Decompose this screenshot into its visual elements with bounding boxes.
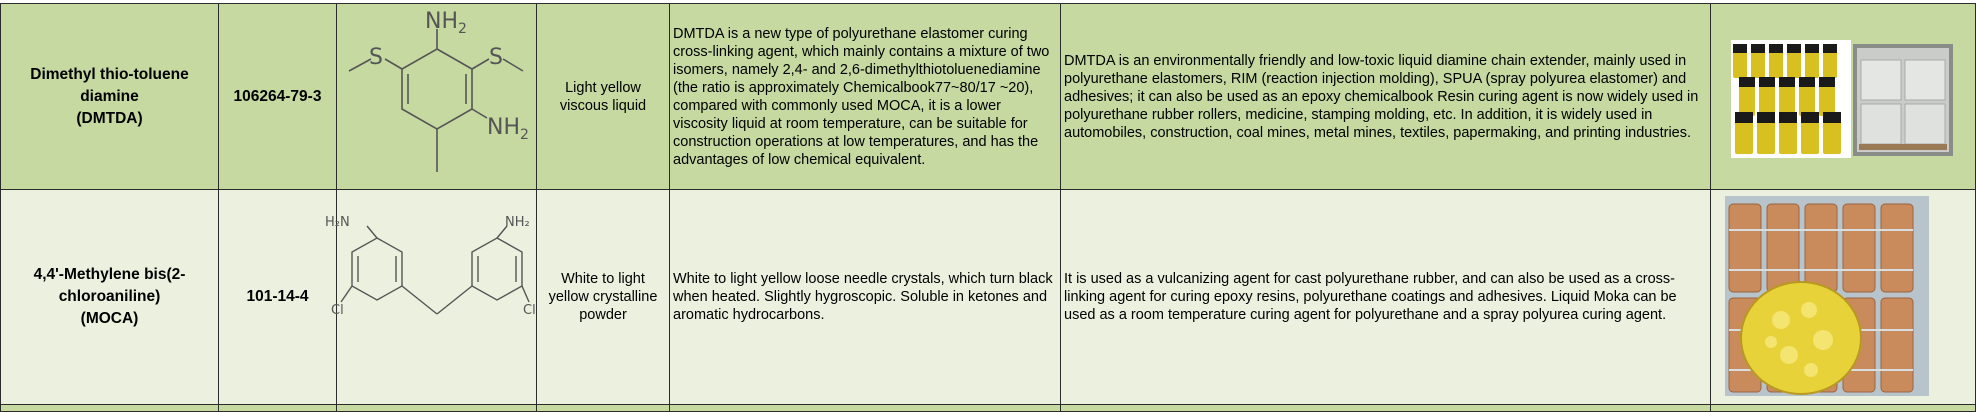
product-name: 4,4'-Methylene bis(2- (33, 266, 186, 283)
container-pallet-image (1853, 44, 1953, 156)
appearance-text: Light yellow (565, 79, 641, 96)
dmtda-product-photo (1711, 4, 1976, 189)
uses-cell: It is used as a vulcanizing agent for cast polyurethane rubber, and can also be used as a cross-linking agent for curing epoxy resins, polyurethane coatings and adhesives. Liquid Moka can be used as a room temperature curing agent for polyurethane and a spray polyurea curing agent. (1061, 190, 1711, 405)
uses-cell: DMTDA is an environmentally friendly and low-toxic liquid diamine chain extender, mainly used in polyurethane elastomers, RIM (reaction injection molding), SPUA (spray polyurea elastomer) and adhesives; it can also be used as an epoxy chemicalbook Resin curing agent is now widely used in polyurethane rubber rollers, medicine, stamping molding, etc. In addition, it is widely used in automobiles, construction, coal mines, metal mines, textiles, papermaking, and printing industries. (1061, 4, 1711, 190)
chloro-label: Cl (331, 303, 344, 318)
moca-structure-diagram (325, 190, 537, 404)
table-row (1, 4, 1976, 190)
product-abbreviation: (DMTDA) (76, 109, 143, 127)
product-photo-cell (1711, 4, 1976, 190)
amino-label: $NH_2$ (487, 115, 529, 143)
amino-label: $NH_2$ (425, 9, 467, 37)
dmtda-structure-diagram (337, 4, 537, 189)
structure-cell (337, 4, 537, 190)
product-name-cell (1, 4, 219, 190)
cas-number: 101-14-4 (219, 190, 337, 405)
appearance-text: yellow crystalline (548, 289, 658, 305)
product-photo-cell (1711, 190, 1976, 405)
appearance-text: powder (579, 307, 627, 323)
moca-product-photo (1711, 190, 1976, 404)
appearance-text: White to light (561, 271, 645, 287)
product-abbreviation: (MOCA) (80, 310, 139, 327)
chloro-label: Cl (523, 303, 536, 318)
appearance-cell (537, 190, 670, 405)
product-table (0, 3, 1976, 412)
cas-number: 106264-79-3 (219, 4, 337, 190)
amino-label: NH₂ (505, 215, 530, 230)
table-row (1, 190, 1976, 405)
properties-cell: White to light yellow loose needle crystals, which turn black when heated. Slightly hygroscopic. Soluble in ketones and aromatic hydrocarbons. (670, 190, 1061, 405)
product-name: Dimethyl thio-toluene (30, 65, 189, 83)
sulfur-label: S (369, 45, 383, 70)
amino-label: H₂N (325, 215, 350, 230)
appearance-text: viscous liquid (559, 97, 647, 114)
product-name-cell (1, 190, 219, 405)
properties-cell: DMTDA is a new type of polyurethane elastomer curing cross-linking agent, which mainly contains a mixture of two isomers, namely 2,4- and 2,6-dimethylthiotoluenediamine (the ratio is approximately Chemicalbook77~80/17 ~20), compared with commonly used MOCA, it is a lower viscosity liquid at room temperature, can be suitable for construction operations at low temperatures, and has the advantages of low chemical equivalent. (670, 4, 1061, 190)
product-name: chloroaniline) (58, 288, 161, 305)
product-name: diamine (80, 87, 139, 105)
appearance-cell (537, 4, 670, 190)
table-row (1, 405, 1976, 412)
sulfur-label: S (489, 45, 503, 70)
yellow-powder-image (1741, 282, 1861, 394)
structure-cell (325, 190, 537, 405)
